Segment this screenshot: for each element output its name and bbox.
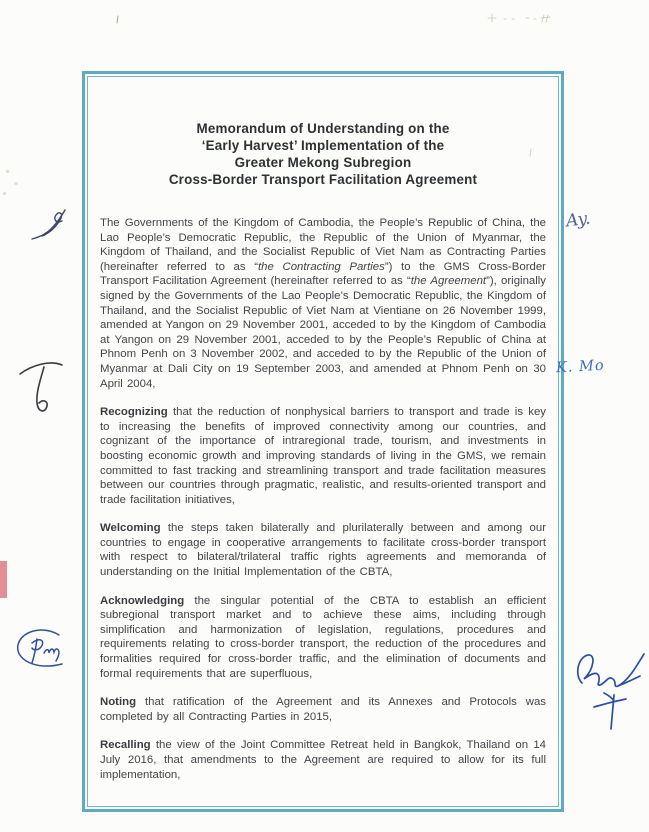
faint-pencil-marks [486, 10, 556, 26]
paragraph-segment: Welcoming [100, 522, 161, 535]
title-line: Greater Mekong Subregion [234, 155, 412, 170]
handwritten-initial-left-middle [16, 357, 64, 419]
paragraph-segment: ”), originally signed by the Governments of the Lao People’s Democratic Republic, the Kingdom of Thailand, and the Socialist Republic of Viet Nam at Vientiane on 26 November 1999, amended at Yangon on 29 November 2001, acceded to by the Kingdom of Cambodia at Yangon on 29 November 2001, acceded to by the People’s Republic of China at Phnom Penh on 3 November 2002, and acceded to by the Republic of the Union of Myanmar at Dali City on 19 September 2003, and amended at Phnom Penh on 30 April 2004, [100, 275, 547, 390]
title-line: ‘Early Harvest’ Implementation of the [201, 138, 445, 153]
paragraph-segment: The Governments of the Kingdom of Cambodia, the People’s Republic of China, the Lao People’s Democratic Republic, the Republic of the Union of Myanmar, the Kingdom of Thailand, and the Socialist Republic of Viet Nam as Contracting Parties (hereinafter referred to as “ [100, 217, 546, 273]
handwritten-initial-right-top: Ay. [564, 208, 592, 232]
paragraph [100, 405, 546, 507]
title-line: Memorandum of Understanding on the [196, 121, 450, 136]
paragraph [100, 594, 546, 682]
stray-tick-mark [115, 15, 121, 25]
paragraph-segment: the Contracting Parties [258, 260, 385, 273]
paragraph [100, 695, 546, 724]
handwritten-initial-right-middle: K. Mo [555, 357, 606, 377]
paragraph [100, 216, 546, 391]
handwritten-initial-left-top [30, 205, 72, 243]
paragraph-segment: the singular potential of the CBTA to establish an efficient subregional transport market and to achieve these aims, including through simplification and harmonization of legislation, regulations, procedures and requirements relating to cross-border transport, the reduction of the procedures and formalities required for cross-border traffic, and the elimination of documents and formal requirements that are superfluous, [100, 594, 546, 680]
paragraph-segment: that the reduction of nonphysical barriers to transport and trade is key to increasing the benefits of improved connectivity among our countries, and cognizant of the importance of intraregional trade, tourism, and investments in boosting economic growth and improving standards of living in the GMS, we remain committed to fast tracking and streamlining transport and trade facilitation measures between our countries through pragmatic, realistic, and results-oriented transport and trade facilitation initiatives, [100, 406, 546, 506]
scan-speck [14, 182, 18, 185]
page-marker-tab [0, 561, 7, 598]
paragraph-segment: Noting [100, 696, 137, 709]
paragraph-segment: the steps taken bilaterally and plurilaterally between and among our countries to engage in cooperative arrangements to facilitate cross-border transport with respect to bilateral/trilateral traffic rights agreements and memoranda of understanding on the Initial Implementation of the CBTA, [100, 522, 546, 579]
document-paragraphs [100, 216, 546, 782]
paragraph [100, 521, 546, 579]
scan-speck [3, 192, 6, 195]
document-content [88, 77, 558, 806]
paragraph-segment: the Agreement [410, 275, 487, 288]
title-line: Cross-Border Transport Facilitation Agreement [168, 172, 478, 187]
paragraph-segment: Acknowledging [100, 594, 185, 607]
paragraph-segment: ”) to the GMS Cross-Border Transport Facilitation Agreement (hereinafter referred to as “ [100, 260, 546, 288]
paragraph [100, 738, 546, 782]
document-border-frame-inner [87, 76, 559, 807]
paragraph-segment: Recalling [100, 739, 151, 752]
handwritten-signature-left-bottom [13, 627, 75, 677]
paragraph-segment: that ratification of the Agreement and its Annexes and Protocols was completed by all Contracting Parties in 2015, [100, 696, 546, 723]
paragraph-segment: the view of the Joint Committee Retreat held in Bangkok, Thailand on 14 July 2016, that amendments to the Agreement are required to allow for its full implementation, [100, 739, 546, 781]
document-border-frame [82, 71, 564, 812]
document-title [100, 120, 546, 188]
handwritten-signature-right-bottom [566, 641, 648, 733]
scan-speck [6, 170, 9, 173]
paragraph-segment: Recognizing [100, 406, 168, 419]
